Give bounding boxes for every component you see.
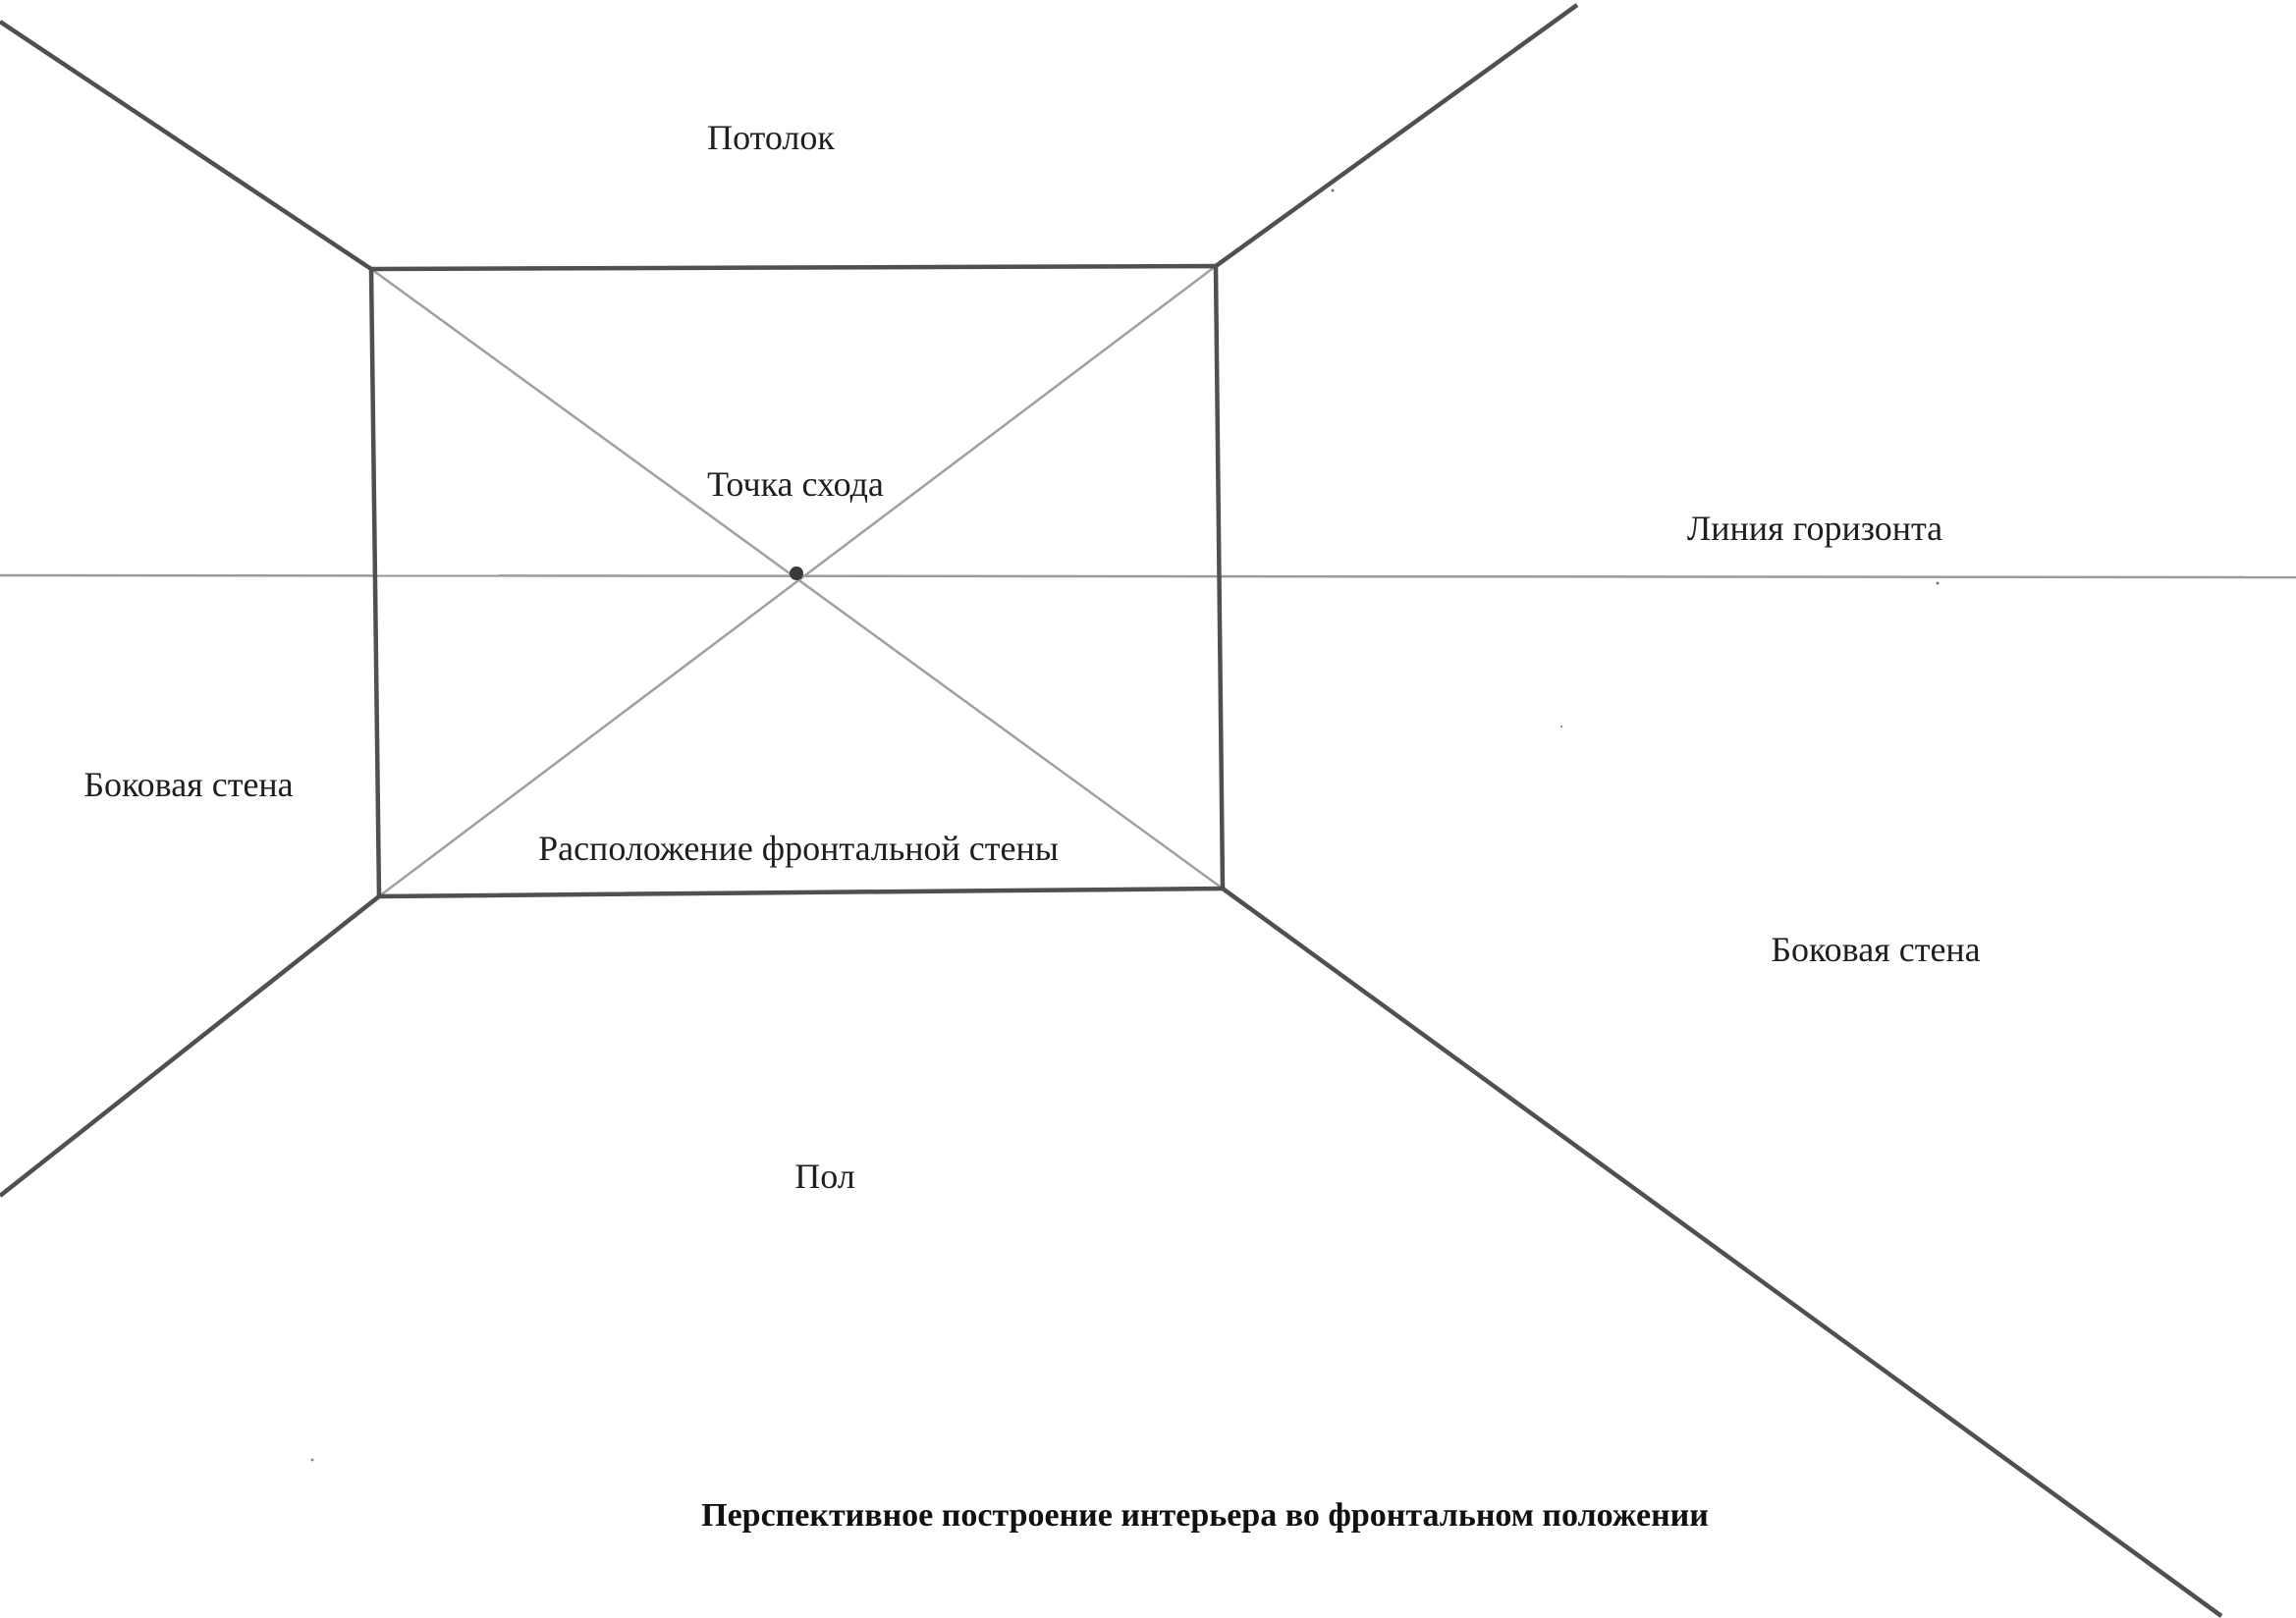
floor-label: Пол bbox=[794, 1157, 855, 1196]
horizon-line bbox=[0, 575, 2296, 577]
diagram-caption: Перспективное построение интерьера во фронтальном положении bbox=[701, 1497, 1709, 1534]
paper-speck bbox=[1937, 582, 1940, 585]
ceiling-edge-right bbox=[1216, 5, 1577, 266]
right-wall-label: Боковая стена bbox=[1771, 930, 1981, 969]
horizon-line-label: Линия горизонта bbox=[1686, 509, 1943, 548]
paper-speck bbox=[1560, 726, 1562, 728]
paper-speck bbox=[1332, 189, 1335, 192]
left-wall-label: Боковая стена bbox=[83, 765, 294, 804]
diagonal-bottom-left-to-top-right bbox=[379, 266, 1216, 896]
front-wall-label: Расположение фронтальной стены bbox=[538, 829, 1059, 868]
floor-edge-left bbox=[0, 896, 379, 1196]
vanishing-point-label: Точка схода bbox=[707, 464, 884, 504]
paper-speck bbox=[311, 1459, 314, 1462]
ceiling-label: Потолок bbox=[707, 118, 835, 157]
vanishing-point-dot bbox=[790, 566, 803, 580]
ceiling-edge-left bbox=[0, 22, 371, 269]
